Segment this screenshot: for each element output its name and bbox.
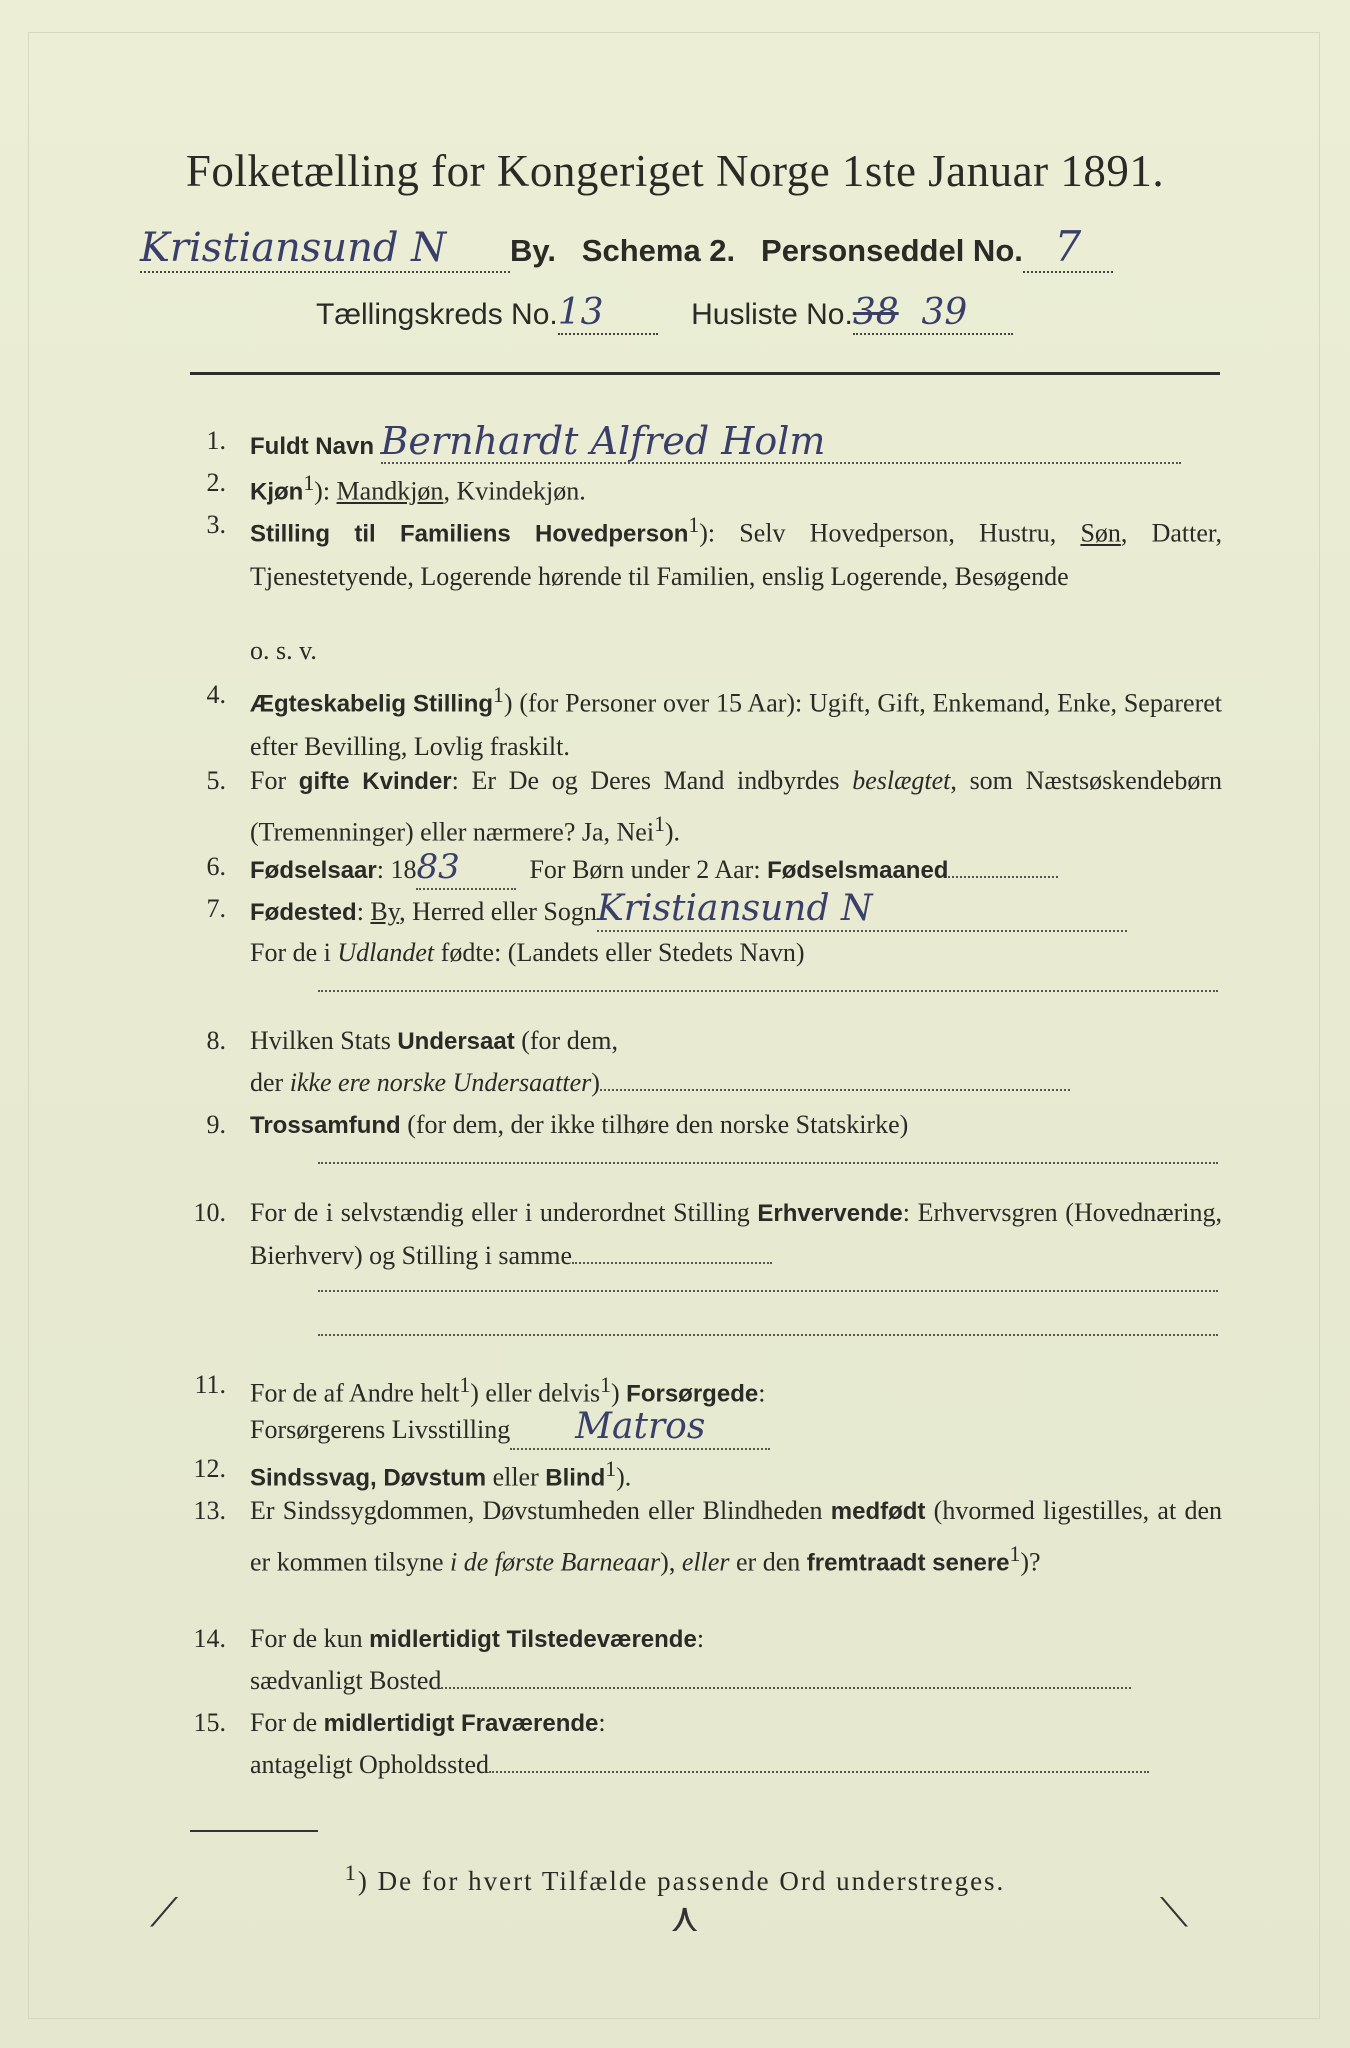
option-mandkjon-underlined: Mandkjøn [336, 476, 444, 506]
item-number: 6. [206, 852, 226, 881]
place-handwriting: Kristiansund N [140, 225, 510, 273]
birthplace-handwriting: Kristiansund N [597, 888, 1127, 932]
item-label: midlertidigt Tilstedeværende [369, 1626, 697, 1653]
header-line-2 [316, 292, 1013, 335]
footnote-rule [190, 1830, 318, 1832]
schema-label: Schema 2. [581, 233, 736, 268]
footnote-ref: 1 [605, 1457, 617, 1481]
item-label: Ægteskabelig Stilling [250, 690, 494, 718]
item-text: : [356, 897, 371, 926]
item-10-answer-line-2 [318, 1334, 1218, 1336]
item-label: Fødselsmaaned [767, 857, 949, 884]
item-text: : 18 [376, 855, 417, 884]
kreds-handwriting: 13 [558, 292, 658, 335]
item-text: fødte: (Landets eller Stedets Navn) [434, 938, 805, 967]
item-text-italic: ikke ere norske Undersaatter [289, 1068, 592, 1097]
item-number: 5. [206, 766, 226, 795]
item-number: 3. [206, 510, 226, 539]
footnote-ref: 1 [654, 812, 665, 836]
item-text: )? [1020, 1547, 1041, 1577]
footnote-ref: 1 [688, 513, 700, 537]
item-number: 8. [206, 1026, 226, 1055]
item-label: Trossamfund [250, 1112, 401, 1139]
item-text: o. s. v. [250, 636, 317, 665]
item-text: Hvilken Stats [250, 1026, 398, 1055]
item-number: 14. [193, 1624, 226, 1653]
item-text: ) (for Personer over 15 Aar): Ugift, Gift, Enkemand, Enke, Separeret efter Bevilling, Lovlig fraskilt. [250, 688, 1222, 761]
birth-month-dotline [948, 876, 1058, 878]
item-text: ), [660, 1547, 682, 1577]
item-text: : [758, 1378, 766, 1408]
item-number: 10. [193, 1198, 226, 1227]
item-text-italic: beslægtet [852, 766, 951, 795]
footnote-ref: 1 [493, 683, 504, 707]
item-9-answer-line [318, 1162, 1218, 1164]
item-text: For de i selvstændig eller i underordnet Stilling [250, 1198, 758, 1227]
item-number: 1. [206, 426, 226, 455]
item-label: gifte Kvinder [298, 768, 452, 795]
item-text: : [598, 1708, 606, 1737]
item-text: For [250, 766, 299, 795]
item-text: eller [486, 1462, 546, 1492]
item-text: der [250, 1068, 290, 1097]
kreds-label: Tællingskreds No. [316, 298, 558, 331]
footnote-ref: 1 [459, 1373, 471, 1397]
item-number: 13. [193, 1496, 226, 1525]
footnote-mark: 1 [344, 1860, 358, 1885]
item-text: (for dem, [514, 1026, 618, 1055]
item-text: : Er De og Deres Mand indbyrdes [451, 766, 853, 795]
item-number: 4. [206, 680, 226, 709]
option-kvindekjon: , Kvindekjøn. [443, 476, 586, 506]
item-label: Stilling til Familiens Hovedperson [250, 520, 689, 548]
item-text-italic: i de første Barneaar [450, 1547, 661, 1577]
corner-mark-center-icon: ⋏ [670, 1895, 700, 1941]
item-text: ) eller delvis [470, 1378, 601, 1408]
item-text: For de af Andre helt [250, 1378, 460, 1408]
item-text: For de [250, 1708, 324, 1737]
item-10-dotline [572, 1262, 772, 1264]
item-text: For de i [250, 938, 338, 967]
corner-mark-left-icon: ⟋ [150, 1890, 178, 1936]
personseddel-handwriting: 7 [1023, 222, 1113, 273]
item-number: 15. [193, 1708, 226, 1737]
item-text: (for dem, der ikke tilhøre den norske Statskirke) [400, 1110, 909, 1139]
item-label: Fødested [250, 899, 357, 926]
item-text: ). [616, 1462, 632, 1492]
item-label: medfødt [830, 1498, 926, 1525]
item-label: Blind [545, 1464, 606, 1492]
item-label: Undersaat [397, 1028, 515, 1055]
item-text: , Datter, Tjenestetyende, Logerende hørende til Familien, enslig Logerende, Besøgende [250, 518, 1222, 591]
item-text: er den [729, 1547, 807, 1577]
item-label: Kjøn [250, 478, 304, 506]
item-text: For Børn under 2 Aar: [529, 855, 768, 884]
item-text-italic: Udlandet [337, 938, 435, 967]
footnote-ref: 1 [600, 1373, 611, 1397]
item-label: Fødselsaar [250, 857, 377, 884]
item-text: (hvormed ligestilles, at den er kommen tilsyne [250, 1496, 1222, 1577]
form-title: Folketælling for Kongeriget Norge 1ste Januar 1891. [185, 146, 1165, 196]
item-number: 11. [194, 1370, 226, 1399]
footnote-ref: 1 [1009, 1542, 1021, 1566]
footnote-ref: 1 [303, 471, 315, 495]
item-text: ) [611, 1378, 627, 1408]
footnote [0, 1860, 1350, 1897]
corner-mark-right-icon: ⟍ [1160, 1890, 1188, 1936]
item-14-dotline [441, 1687, 1131, 1689]
item-text: ) [591, 1068, 600, 1097]
header-line-1 [140, 222, 1113, 273]
item-text: sædvanligt Bosted [250, 1666, 442, 1695]
item-label: Sindssvag, Døvstum [250, 1464, 487, 1492]
footnote-text: ) De for hvert Tilfælde passende Ord understreges. [357, 1866, 1006, 1896]
husliste-label: Husliste No. [691, 298, 853, 331]
option-by-underlined: By [370, 897, 400, 926]
birth-year-handwriting: 83 [416, 846, 516, 890]
item-number: 7. [206, 894, 226, 923]
item-label: midlertidigt Fraværende [323, 1710, 599, 1737]
item-text: ): [314, 476, 337, 506]
name-handwriting: Bernhardt Alfred Holm [381, 420, 1181, 464]
item-10-answer-line-1 [318, 1290, 1218, 1292]
item-text: , som Næstsøskendebørn (Tremenninger) eller nærmere? Ja, Nei [250, 766, 1223, 847]
option-son-underlined: Søn [1080, 518, 1121, 548]
item-text: For de kun [250, 1624, 370, 1653]
item-number: 9. [206, 1110, 226, 1139]
item-text: ). [664, 817, 681, 847]
personseddel-label: Personseddel No. [761, 233, 1023, 268]
item-label: Forsørgede [626, 1380, 759, 1408]
item-15-dotline [489, 1771, 1149, 1773]
item-number: 12. [193, 1454, 226, 1483]
supporter-occupation-handwriting: Matros [510, 1406, 770, 1450]
item-7-answer-line [318, 990, 1218, 992]
item-label: fremtraadt senere [806, 1549, 1010, 1577]
item-8-dotline [600, 1089, 1070, 1091]
husliste-handwriting: 39 [921, 292, 968, 333]
item-text: antageligt Opholdssted [250, 1750, 490, 1779]
item-text: ): Selv Hovedperson, Hustru, [699, 518, 1081, 548]
item-text: Er Sindssygdommen, Døvstumheden eller Blindheden [250, 1496, 831, 1525]
item-text: Forsørgerens Livsstilling [250, 1415, 511, 1444]
item-text: , Herred eller Sogn [399, 897, 597, 926]
item-text-italic: eller [681, 1547, 730, 1577]
husliste-struck-handwriting: 38 [852, 292, 899, 333]
item-number: 2. [206, 468, 226, 497]
item-label: Erhvervende [757, 1200, 903, 1227]
header-rule [190, 372, 1220, 375]
by-label: By. [510, 233, 556, 268]
item-label: Fuldt Navn [250, 433, 374, 460]
item-text: : [696, 1624, 705, 1653]
item-text: : Erhvervsgren (Hovednæring, Bierhverv) og Stilling i samme [250, 1198, 1222, 1270]
